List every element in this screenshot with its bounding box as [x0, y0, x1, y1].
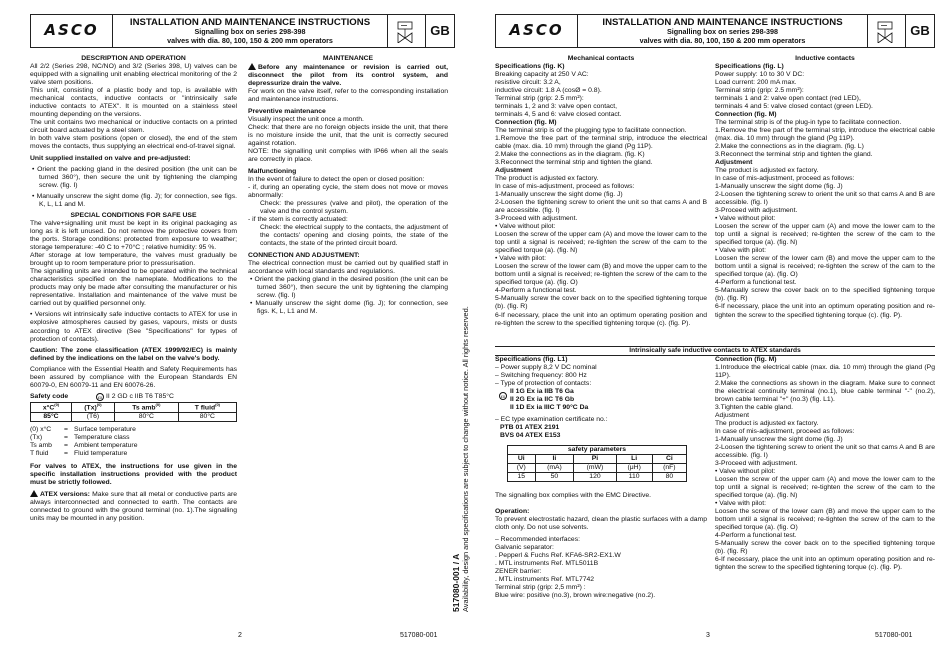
table-header: Ii	[535, 455, 574, 464]
atex-bullet-text: Versions wit intrinsically safe inductive contacts to ATEX for use in explosive atmospheres caused by gases, vapours, mists or dusts according to ATEX directive (See "Specifications" for types of protection of contacts).	[30, 311, 237, 343]
ind-adj-line: In case of mis-adjustment, proceed as follows:	[715, 175, 855, 183]
unit-heading: Unit supplied installed on valve and pre-adjusted:	[30, 155, 191, 163]
rec-line: . Pepperl & Fuchs Ref. KFA6-SR2-EX1.W	[495, 552, 621, 560]
malf-para: Check: the pressures (valve and pilot), the operation of the valve and the control system.	[260, 200, 448, 216]
mech-spec-line: terminals 1, 2 and 3: valve open contact,	[495, 103, 618, 111]
is-conn-line: 1.Introduce the electrical cable (max. dia. 10 mm) through the gland (Pg 11P).	[715, 364, 935, 380]
ind-conn-line: The terminal strip is of the plug-in type to facilitate connection.	[715, 119, 902, 127]
header-subtitle-1: Signalling box on series 298-398	[194, 27, 306, 37]
special-para: The signalling units are intended to be operated within the technical characteristics specified on the nameplate. Modifications to the products may only be made after consulting the manufacturer or his representative. Installation and maintenance of the valve must be carried out by qualified personnel only.	[30, 268, 237, 308]
ind-spec-heading: Specifications (fig. L)	[715, 63, 784, 71]
is-conn-line: 3.Tighten the cable gland.	[715, 404, 793, 412]
unit-bullet: • Manually unscrew the sight dome (fig. J); for connection, see figs. K, L, L1 and M.	[32, 193, 237, 209]
page-number: 2	[238, 632, 242, 639]
mech-conn-line: 2.Make the connections as in the diagram. (fig. K)	[495, 151, 645, 159]
ind-spec-line: terminals 4 and 5: valve closed contact (green LED).	[715, 103, 873, 111]
malf-para: Check: the electrical supply to the contacts, the adjustment of the contacts' opening and closing points, the state of the contacts, the state of the printed circuit board.	[260, 224, 448, 248]
table-cell: 15	[508, 473, 536, 482]
atex-versions-lead: ATEX versions:	[40, 491, 90, 499]
table-cell: (mW)	[574, 464, 616, 473]
ind-conn-line: 3.Reconnect the terminal strip and tighten the gland.	[715, 151, 873, 159]
atex-versions-text: Make sure that all metal or conductive parts are always interconnected and connected to earth. The contacts are connected to ground with the ground terminal (no. 1).The signalling units may be mounted in any position.	[30, 491, 237, 523]
table-header-row	[31, 402, 237, 412]
desc-para: In both valve stem positions (open or closed), the end of the stem moves the contacts, thus supplying an electrical end-of-travel signal.	[30, 135, 237, 151]
preventive-para: NOTE: the signalling unit complies with IP66 when all the seals are correctly in place.	[248, 148, 448, 164]
adj-line: • Valve without pilot:	[495, 223, 556, 231]
ind-spec-line: Terminal strip (grip: 2.5 mm²):	[715, 87, 804, 95]
table-cell: (μH)	[616, 464, 652, 473]
maintenance-para: For work on the valve itself, refer to the corresponding installation and maintenance instructions.	[248, 88, 448, 104]
safety-code-line	[30, 393, 237, 401]
atex-versions-para	[30, 490, 237, 523]
rec-line: Galvanic separator:	[495, 544, 554, 552]
header	[495, 14, 935, 48]
ind-adj-line: 4-Perform a functional test.	[715, 532, 797, 540]
inductive-heading: Inductive contacts	[795, 55, 855, 62]
table-header: $x^\circ C^{(0)}$	[31, 402, 72, 412]
safety-code-label: Safety code	[30, 392, 69, 400]
header	[30, 14, 455, 48]
cert-line: BVS 04 ATEX E153	[500, 432, 561, 440]
malf-para: - if, during an operating cycle, the stem does not move or moves abnormally:	[248, 184, 448, 200]
malfunctioning-heading: Malfunctioning	[248, 168, 297, 176]
ind-conn-line: 2.Make the connections as in the diagram. (fig. L)	[715, 143, 864, 151]
table-cell: 80°C	[178, 412, 236, 421]
table-cell: 85°C	[31, 412, 72, 421]
mech-conn-line: 1.Remove the free part of the terminal strip, introduce the electrical cable (max. dia. 10 mm) through the gland (Pg 11P).	[495, 135, 707, 151]
ind-connection-heading: Connection (fig. M)	[715, 111, 777, 119]
special-conditions-heading: SPECIAL CONDITIONS FOR SAFE USE	[70, 212, 197, 220]
rec-line: Blue wire: positive (no.3), brown wire:negative (no.2).	[495, 592, 656, 600]
adj-line: • Valve with pilot:	[495, 255, 546, 263]
ind-adj-line: 2-Loosen the tightening screw to orient the unit so that cams A and B are accessible. (fig. I)	[715, 191, 935, 207]
ind-adj-line: 6-If necessary, place the unit into an optimum operating position and re-tighten the screw to the specified tightening torque (c). (fig. P).	[715, 303, 935, 319]
safety-code-table	[30, 402, 237, 422]
legend-row: (Tx) = Temperature class	[30, 433, 130, 441]
preventive-para: Check: that there are no foreign objects inside the unit, that there is no moisture inside the unit, that the unit is correctly secured against rotation.	[248, 124, 448, 148]
ind-adj-line: • Valve without pilot:	[715, 468, 776, 476]
valve-symbol-icon	[868, 15, 906, 47]
ind-adj-line: 5-Manually screw the cover back on to the specified tightening torque (b). (fig. R)	[715, 540, 935, 556]
special-para: After storage at low temperature, the valves must gradually be brought up to room temperature prior to pressurisation.	[30, 252, 237, 268]
rec-line: ZENER barrier:	[495, 568, 542, 576]
table-cell: 110	[616, 473, 652, 482]
table-header: Li	[616, 455, 652, 464]
ind-adj-line: 3-Proceed with adjustment.	[715, 460, 798, 468]
language-code: GB	[430, 23, 450, 39]
ind-adj-line: 1-Manually unscrew the sight dome (fig. J)	[715, 436, 843, 444]
safety-code-value-wrap	[96, 393, 174, 401]
cert-line: PTB 01 ATEX 2191	[500, 424, 560, 432]
middle-column	[248, 55, 448, 316]
legend-row: T fluid = Fluid temperature	[30, 449, 128, 457]
ind-adj-line: In case of mis-adjustment, proceed as follows:	[715, 428, 855, 436]
connection-bullet: • Manually unscrew the sight dome (fig. J); for connection, see figs. K, L, L1 and M.	[250, 300, 448, 316]
cert-heading: – EC type examination certificate no.:	[495, 416, 608, 424]
asco-logo: ASCO	[31, 15, 113, 47]
header-title-block	[113, 15, 388, 47]
table-cell: 80	[652, 473, 686, 482]
protection-line: II 1G Ex ia IIB T6 Ga	[510, 388, 574, 396]
connection-bullet: • Orient the packing gland in the desired position (the unit can be turned 360°), then secure the unit by tightening the clamping screw. (fig. I)	[250, 276, 448, 300]
table-row	[508, 473, 687, 482]
document-number: 517080-001	[400, 632, 438, 639]
protection-line: II 1D Ex ia IIIC T 90°C Da	[510, 404, 589, 412]
is-conn-line: 2.Make the connections as shown in the diagram. Make sure to connect the electrical continuity terminal (no.1), blue cable terminal "-" (no.2), brown cable terminal "+" (no.3) (fig. L1).	[715, 380, 935, 404]
unit-bullet-text: Orient the packing gland in the desired position (the unit can be turned 360°), then secure the unit by tightening the clamping screw. (fig. I)	[37, 166, 237, 190]
protection-line: II 2G Ex ia IIC T6 Gb	[510, 396, 575, 404]
table-cell: 80°C	[114, 412, 178, 421]
desc-para: This unit, consisting of a plastic body and top, is available with mechanical contacts, inductive contacts or "intrinsically safe inductive contacts to ATEX". It is mounted on a stainless steel mounting depending on the versions.	[30, 87, 237, 119]
ind-spec-line: Power supply: 10 to 30 V DC:	[715, 71, 805, 79]
is-spec-line: – Switching frequency: 800 Hz	[495, 372, 587, 380]
adj-line: 4-Perform a functional test.	[495, 287, 577, 295]
mech-spec-line: inductive circuit: 1.8 A (cosØ = 0.8).	[495, 87, 602, 95]
table-cell: 120	[574, 473, 616, 482]
desc-para: All 2/2 (Series 298, NC/NO) and 3/2 (Series 398, U) valves can be equipped with a signalling unit enabling electrical monitoring of the 2 valve stem positions.	[30, 63, 237, 87]
warning-icon	[248, 63, 256, 70]
right-page	[480, 0, 950, 648]
ind-adj-line: 4-Perform a functional test.	[715, 279, 797, 287]
is-spec-heading: Specifications (fig. L1)	[495, 356, 568, 363]
ind-conn-line: 1.Remove the free part of the terminal strip, introduce the electrical cable (max. dia. 10 mm) through the gland (Pg 11P).	[715, 127, 935, 143]
table-header-row	[508, 455, 687, 464]
connection-para: The electrical connection must be carried out by qualified staff in accordance with local standards and regulations.	[248, 260, 448, 276]
ind-adj-line: The product is adjusted ex factory.	[715, 167, 819, 175]
header-title: INSTALLATION AND MAINTENANCE INSTRUCTIONS	[129, 17, 371, 28]
legend-row: Ts amb = Ambient temperature	[30, 441, 138, 449]
preventive-para: Visually inspect the unit once a month.	[248, 116, 364, 124]
mech-spec-line: resistive circuit: 3.2 A,	[495, 79, 561, 87]
legend-table	[30, 426, 137, 458]
ind-adj-line: 5-Manually screw the cover back on to the specified tightening torque (b). (fig. R)	[715, 287, 935, 303]
mechanical-column	[495, 55, 707, 328]
inductive-column	[715, 55, 935, 320]
ind-adj-line: The product is adjusted ex factory.	[715, 420, 819, 428]
intrinsically-safe-title: Intrinsically safe inductive contacts to ATEX standards	[495, 346, 935, 356]
safety-code-value: II 2 GD c IIB T6 T85°C	[106, 392, 174, 400]
mech-spec-line: Terminal strip (grip: 2.5 mm²):	[495, 95, 584, 103]
ind-adj-line: • Valve with pilot:	[715, 500, 766, 508]
header-title: INSTALLATION AND MAINTENANCE INSTRUCTIONS	[602, 17, 843, 28]
asco-logo: ASCO	[496, 15, 578, 47]
malf-para: In the event of failure to detect the open or closed position:	[248, 176, 425, 184]
table-row	[31, 412, 237, 421]
is-spec-line: – Type of protection of contacts:	[495, 380, 592, 388]
valve-symbol-icon	[388, 15, 426, 47]
mech-conn-line: 3.Reconnect the terminal strip and tighten the gland.	[495, 159, 653, 167]
is-spec-line: – Power supply 8,2 V DC nominal	[495, 364, 597, 372]
table-unit-row	[508, 464, 687, 473]
table-header: Ui	[508, 455, 536, 464]
table-title: safety parameters	[508, 446, 687, 455]
maintenance-heading: MAINTENANCE	[322, 55, 374, 62]
adj-line: 3-Proceed with adjustment.	[495, 215, 578, 223]
unit-bullet-text: Manually unscrew the sight dome (fig. J); for connection, see figs. K, L, L1 and M.	[36, 193, 237, 209]
unit-bullet: • Orient the packing gland in the desired position (the unit can be turned 360°), then secure the unit by tightening the clamping screw. (fig. I)	[32, 166, 237, 190]
header-subtitle-2: valves with dia. 80, 100, 150 & 200 mm operators	[167, 35, 333, 45]
rec-line: . MTL instruments Ref. MTL7742	[495, 576, 595, 584]
language-code: GB	[910, 23, 930, 39]
maintenance-warning: Before any maintenance or revision is carried out, disconnect the pilot from its control system, and depressurize drain the valve.	[248, 64, 448, 88]
preventive-heading: Preventive maintenance	[248, 108, 326, 116]
description-heading: DESCRIPTION AND OPERATION	[81, 55, 186, 62]
adj-line: 5-Manually screw the cover back on to the specified tightening torque (b). (fig. R)	[495, 295, 707, 311]
table-cell: (nF)	[652, 464, 686, 473]
ind-spec-line: terminals 1 and 2: valve open contact (red LED),	[715, 95, 861, 103]
rec-line: Terminal strip (grip: 2,5 mm²) :	[495, 584, 586, 592]
table-header: Ci	[652, 455, 686, 464]
atex-bullet: • Versions wit intrinsically safe inductive contacts to ATEX for use in explosive atmospheres caused by gases, vapours, mists or dusts according to ATEX directive (See "Specifications" for types of protection of contacts).	[30, 311, 237, 343]
connection-heading: CONNECTION AND ADJUSTMENT:	[248, 252, 360, 260]
adjustment-heading: Adjustment	[495, 167, 533, 175]
malf-para: - if the stem is correctly actuated:	[248, 216, 348, 224]
mech-spec-line: terminals 4, 5 and 6: valve closed contact.	[495, 111, 622, 119]
is-connection-heading: Connection (fig. M)	[715, 356, 777, 363]
rec-line: – Recommended interfaces:	[495, 536, 581, 544]
protection-block	[495, 388, 707, 412]
operation-text: To prevent electrostatic hazard, clean the plastic surfaces with a damp cloth only. Do not use solvents.	[495, 516, 707, 532]
adj-line: The product is adjusted ex factory.	[495, 175, 599, 183]
legend-row: (0) x°C = Surface temperature	[30, 425, 136, 433]
is-conn-line: Adjustment	[715, 412, 750, 420]
caution-text: Caution: The zone classification (ATEX 1999/92/EC) is mainly defined by the indications on the label on the valve's body.	[30, 346, 237, 362]
ind-adj-line: Loosen the screw of the lower cam (B) and move the upper cam to the bottom until a signal is received; re-tighten the screw of the cam to the specified torque (a). (fig. O)	[715, 508, 935, 532]
table-header: Ts amb$^{(0)}$	[114, 402, 178, 412]
mech-connection-heading: Connection (fig. M)	[495, 119, 557, 127]
header-title-block	[578, 15, 868, 47]
emc-text: The signalling box complies with the EMC Directive.	[495, 492, 652, 500]
left-page	[0, 0, 470, 648]
safety-parameters-table	[507, 445, 687, 482]
table-header: $(Tx)^{(0)}$	[71, 402, 114, 412]
ind-adj-line: • Valve without pilot:	[715, 215, 776, 223]
mech-spec-heading: Specifications (fig. K)	[495, 63, 565, 71]
table-title-row	[508, 446, 687, 455]
adj-line: 6-If necessary, place the unit into an optimum operating position and re-tighten the screw to the specified tightening torque (c). (fig. P).	[495, 311, 707, 327]
ind-adj-line: 1-Manually unscrew the sight dome (fig. J)	[715, 183, 843, 191]
page-number: 3	[706, 632, 710, 639]
special-para: The valve+signalling unit must be kept in its original packaging as long as it is left unused. Do not remove the protective covers from the ports. Storage conditions: protected from exposure to weather; storage temperature: -40 C to +70°C ; relative humidity: 95 %.	[30, 220, 237, 252]
ex-mark-icon: εx	[98, 394, 103, 400]
table-cell: (mA)	[535, 464, 574, 473]
header-subtitle-1: Signalling box on series 298-398	[666, 27, 779, 37]
ind-adj-line: Loosen the screw of the upper cam (A) and move the lower cam to the top until a signal is received; re-tighten the screw of the cam to the specified torque (a). (fig. N)	[715, 223, 935, 247]
rec-line: . MTL instruments Ref. MTL5011B	[495, 560, 599, 568]
desc-para: The unit contains two mechanical or inductive contacts on a printed circuit board actuated by a steel stem.	[30, 119, 237, 135]
table-cell: (T6)	[71, 412, 114, 421]
ind-spec-line: Load current: 200 mA max.	[715, 79, 797, 87]
ind-adj-line: Loosen the screw of the upper cam (A) and move the lower cam to the top until a signal is received; re-tighten the screw of the cam to the specified torque (a). (fig. N)	[715, 476, 935, 500]
document-number: 517080-001	[875, 632, 913, 639]
adj-line: Loosen the screw of the upper cam (A) and move the lower cam to the top until a signal is received; re-tighten the screw of the cam to the specified torque (a). (fig. N)	[495, 231, 707, 255]
mechanical-heading: Mechanical contacts	[567, 55, 635, 62]
header-subtitle-2: valves with dia. 80, 100, 150 & 200 mm operators	[639, 35, 806, 45]
ex-mark-icon: εx	[500, 394, 506, 400]
adj-line: In case of mis-adjustment, proceed as follows:	[495, 183, 635, 191]
table-cell: 50	[535, 473, 574, 482]
adjustment-heading: Adjustment	[715, 159, 753, 167]
adj-line: 2-Loosen the tightening screw to orient the unit so that cams A and B are accessible. (fig. I)	[495, 199, 707, 215]
atex-note: For valves to ATEX, the instructions for use given in the specific installation instructions provided with the product must be strictly followed.	[30, 462, 237, 487]
table-header: Pi	[574, 455, 616, 464]
is-right-column	[715, 356, 935, 572]
ind-adj-line: 2-Loosen the tightening screw to orient the unit so that cams A and B are accessible. (fig. I)	[715, 444, 935, 460]
ind-adj-line: • Valve with pilot:	[715, 247, 766, 255]
ind-adj-line: Loosen the screw of the lower cam (B) and move the upper cam to the bottom until a signal is received; re-tighten the screw of the cam to the specified torque (a). (fig. O)	[715, 255, 935, 279]
compliance-text: Compliance with the Essential Health and Safety Requirements has been assured by compliance with the European Standards EN 60079-0, EN 60079-11 and EN 60076-26.	[30, 365, 237, 389]
warning-icon	[30, 490, 38, 497]
operation-heading: Operation:	[495, 508, 530, 516]
mech-spec-line: Breaking capacity at 250 V AC:	[495, 71, 589, 79]
table-header: T fluid$^{(0)}$	[178, 402, 236, 412]
vertical-notice: 517080-001 / A Availability, design and specifications are subject to change without notice. All rights reserved.	[451, 306, 470, 612]
is-left-column	[495, 356, 707, 600]
left-column	[30, 55, 237, 523]
adj-line: 1-Manually unscrew the sight dome (fig. J)	[495, 191, 623, 199]
table-cell: (V)	[508, 464, 536, 473]
mech-conn-line: The terminal strip is of the plugging type to facilitate connection.	[495, 127, 687, 135]
adj-line: Loosen the screw of the lower cam (B) and move the upper cam to the bottom until a signal is received; re-tighten the screw of the cam to the specified torque (a). (fig. O)	[495, 263, 707, 287]
ind-adj-line: 3-Proceed with adjustment.	[715, 207, 798, 215]
ind-adj-line: 6-If necessary, place the unit into an optimum operating position and re-tighten the screw to the specified tightening torque (c). (fig. P).	[715, 556, 935, 572]
